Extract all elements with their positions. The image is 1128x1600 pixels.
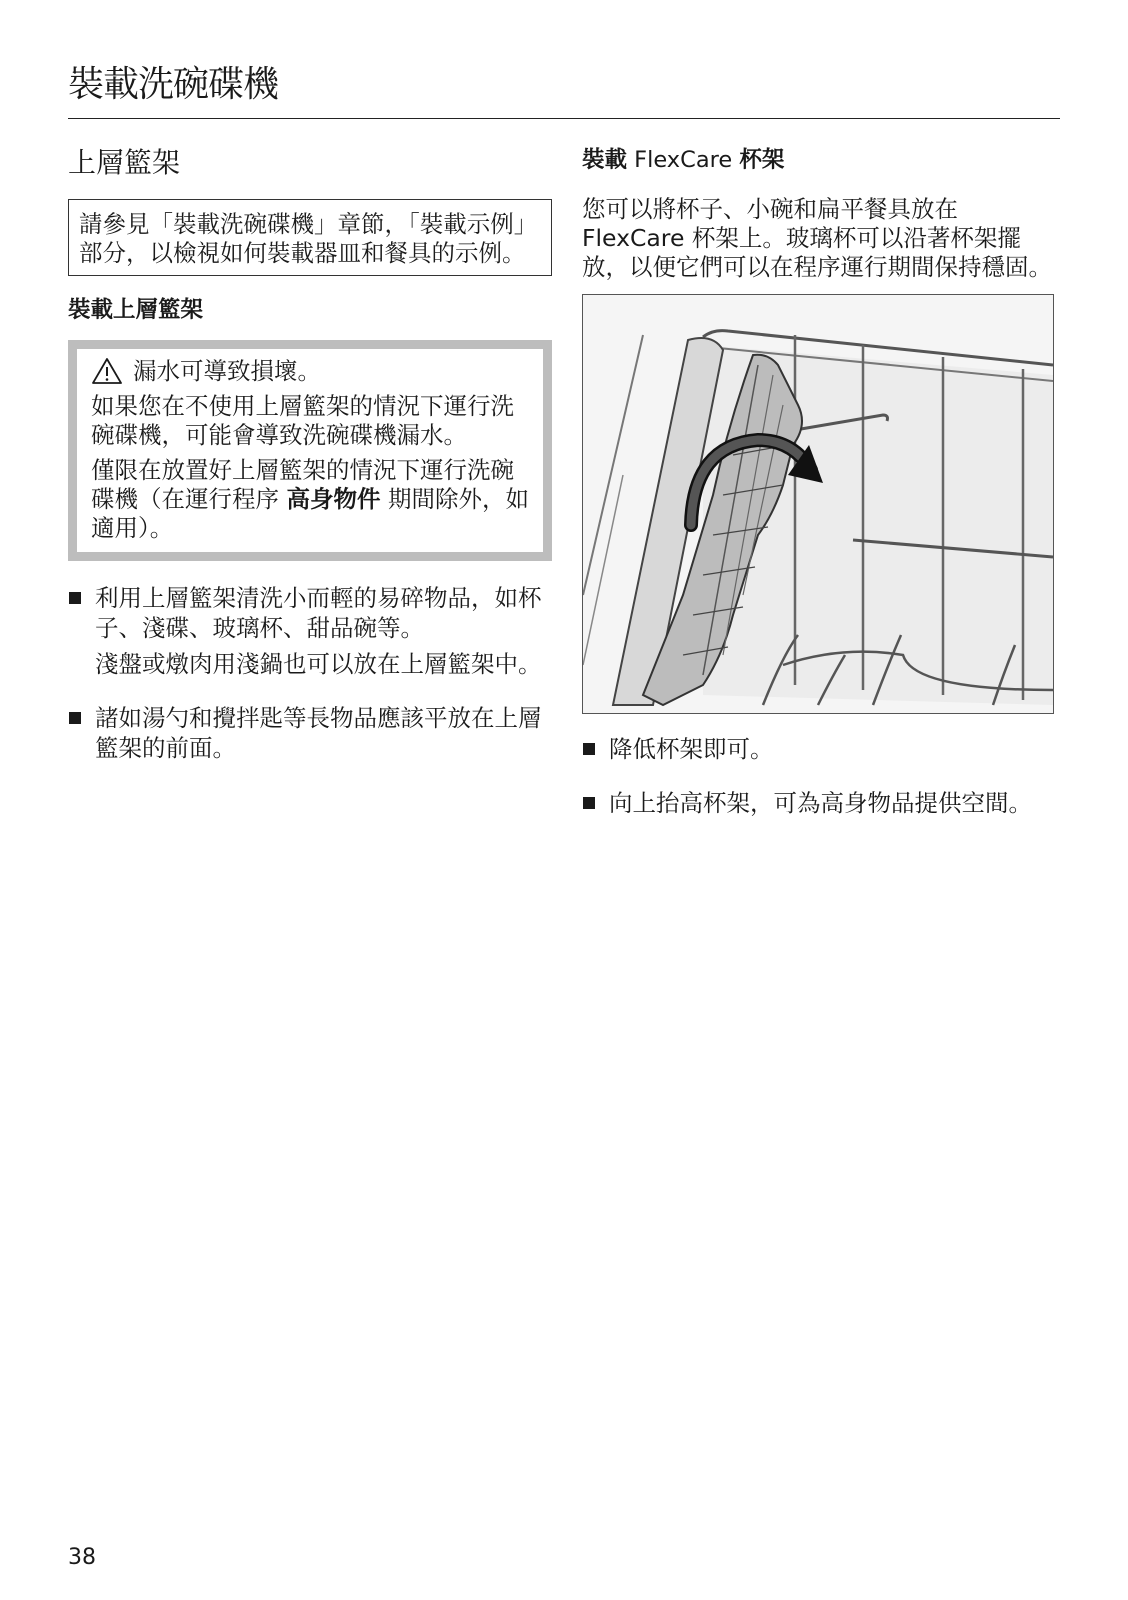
warning-content [77,349,543,552]
square-bullet-icon [69,712,81,724]
list-item [582,788,1060,818]
flexcare-heading-prefix: 裝載 [582,147,628,173]
title-divider [68,118,1060,119]
warning-paragraph-2 [91,456,531,543]
page-title: 裝載洗碗碟機 [68,64,279,105]
warning-paragraph-1: 如果您在不使用上層籃架的情況下運行洗碗碟機，可能會導致洗碗碟機漏水。 [91,391,514,449]
square-bullet-icon [583,797,595,809]
left-column [68,140,552,787]
list-item-text: 降低杯架即可。 [609,735,774,764]
list-item [582,734,1060,764]
upper-basket-bullets [68,583,552,763]
cup-rack-bullets [582,734,1060,818]
page-number: 38 [68,1545,96,1570]
sub-heading: 裝載上層籃架 [68,297,204,324]
right-column [582,140,1060,842]
warning-title: 漏水可導致損壞。 [133,356,321,385]
reference-note: 請參見「裝載洗碗碟機」章節，「裝載示例」部分，以檢視如何裝載器皿和餐具的示例。 [68,199,552,276]
flexcare-description: 您可以將杯子、小碗和扁平餐具放在 FlexCare 杯架上。玻璃杯可以沿著杯架擺放，以便它們可以在程序運行期間保持穩固。 [582,195,1052,282]
warning-title-row [91,357,531,386]
warning-paragraph-2-end: 期間除外，如適用）。 [91,484,529,542]
list-item [68,583,552,679]
flexcare-brand: FlexCare [627,147,740,173]
warning-triangle-icon [91,357,123,385]
square-bullet-icon [583,743,595,755]
cup-rack-illustration [582,294,1054,714]
program-name-tall-items: 高身物件 [286,484,381,513]
warning-box [68,340,552,561]
flexcare-heading-suffix: 杯架 [739,147,785,173]
warning-paragraph-2-start: 僅限在放置好上層籃架的情況下運行洗碗碟機（在運行程序 [91,455,514,513]
flexcare-heading [582,146,1060,175]
list-item-text: 向上抬高杯架，可為高身物品提供空間。 [609,789,1032,818]
section-heading: 上層籃架 [68,146,181,179]
square-bullet-icon [69,592,81,604]
list-item-subtext: 淺盤或燉肉用淺鍋也可以放在上層籃架中。 [95,649,542,678]
list-item [68,703,552,763]
list-item-text: 利用上層籃架清洗小而輕的易碎物品，如杯子、淺碟、玻璃杯、甜品碗等。 [95,583,542,642]
list-item-text: 諸如湯勺和攪拌匙等長物品應該平放在上層籃架的前面。 [95,703,542,762]
cup-rack-drawing [583,295,1053,713]
